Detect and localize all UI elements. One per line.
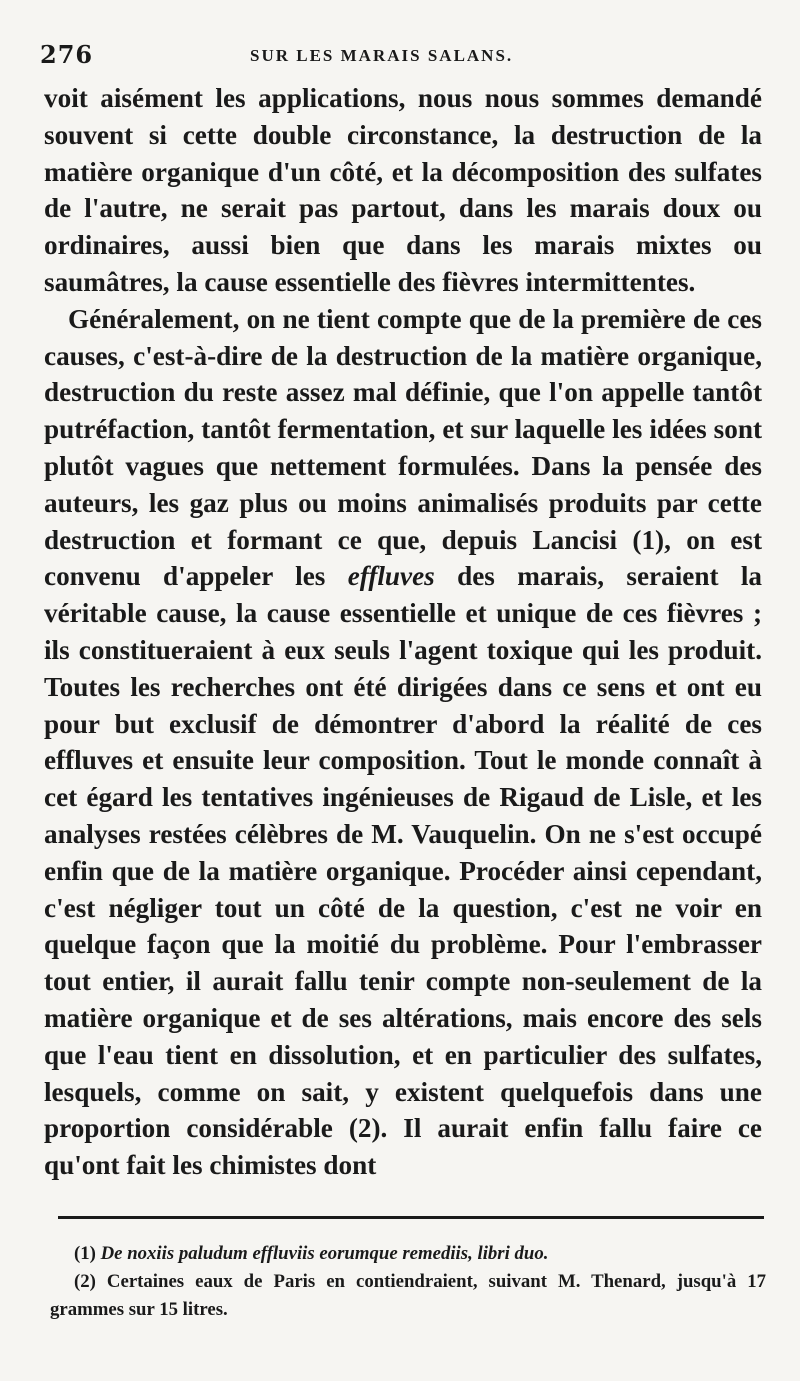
- footnote-1-mark: (1): [74, 1243, 96, 1264]
- footnote-1: [50, 1240, 766, 1268]
- paragraph-2-part-a: Généralement, on ne tient compte que de la première de ces causes, c'est-à-dire de la destruction de la matière organique, destruction du reste assez mal définie, que l'on appelle tantôt putréfaction, tantôt fermentation, et sur laquelle les idées sont plutôt vagues que nettement formulées. Dans la pensée des auteurs, les gaz plus ou moins animalisés produits par cette destruction et formant ce que, depuis Lancisi (1), on est convenu d'appeler les: [44, 303, 762, 592]
- effluves-emphasis: effluves: [347, 561, 435, 592]
- paragraph-2-part-b: des marais, seraient la véritable cause, la cause essentielle et unique de ces fièvres ; ils constitueraient à eux seuls l'agent toxique qui les produit. Toutes les recherches ont été dirigées dans ce sens et ont eu pour but exclusif de démontrer d'abord la réalité de ces effluves et ensuite leur composition. Tout le monde connaît à cet égard les tentatives ingénieuses de Rigaud de Lisle, et les analyses restées célèbres de M. Vauquelin. On ne s'est occupé enfin que de la matière organique. Procéder ainsi cependant, c'est négliger tout un côté de la question, c'est ne voir en quelque façon que la moitié du problème. Pour l'embrasser tout entier, il aurait fallu tenir compte non-seulement de la matière organique et de ses altérations, mais encore des sels que l'eau tient en dissolution, et en particulier des sulfates, lesquels, comme on sait, y existent quelquefois dans une proportion considérable (2). Il aurait enfin fallu faire ce qu'ont fait les chimistes dont: [44, 561, 762, 1181]
- footnote-1-text: De noxiis paludum effluviis eorumque remediis, libri duo.: [100, 1243, 549, 1264]
- page-number: 276: [40, 40, 94, 69]
- running-head: SUR LES MARAIS SALANS.: [250, 46, 514, 65]
- paragraph-1: voit aisément les applications, nous nous sommes demandé souvent si cette double circonstance, la destruction de la matière organique d'un côté, et la décomposition des sulfates de l'autre, ne serait pas partout, dans les marais doux ou ordinaires, aussi bien que dans les marais mixtes ou saumâtres, la cause essentielle des fièvres intermittentes.: [44, 83, 762, 297]
- paragraph-2: [44, 301, 762, 1184]
- footnotes: [50, 1240, 766, 1324]
- footnote-2-mark: (2): [74, 1271, 96, 1292]
- footnote-divider: [58, 1216, 764, 1219]
- page-header: [40, 40, 760, 80]
- footnote-2-text: Certaines eaux de Paris en contiendraient, suivant M. Thenard, jusqu'à 17 grammes sur 15 litres.: [50, 1271, 767, 1320]
- body-text: [44, 80, 762, 1184]
- footnote-2: [50, 1268, 766, 1324]
